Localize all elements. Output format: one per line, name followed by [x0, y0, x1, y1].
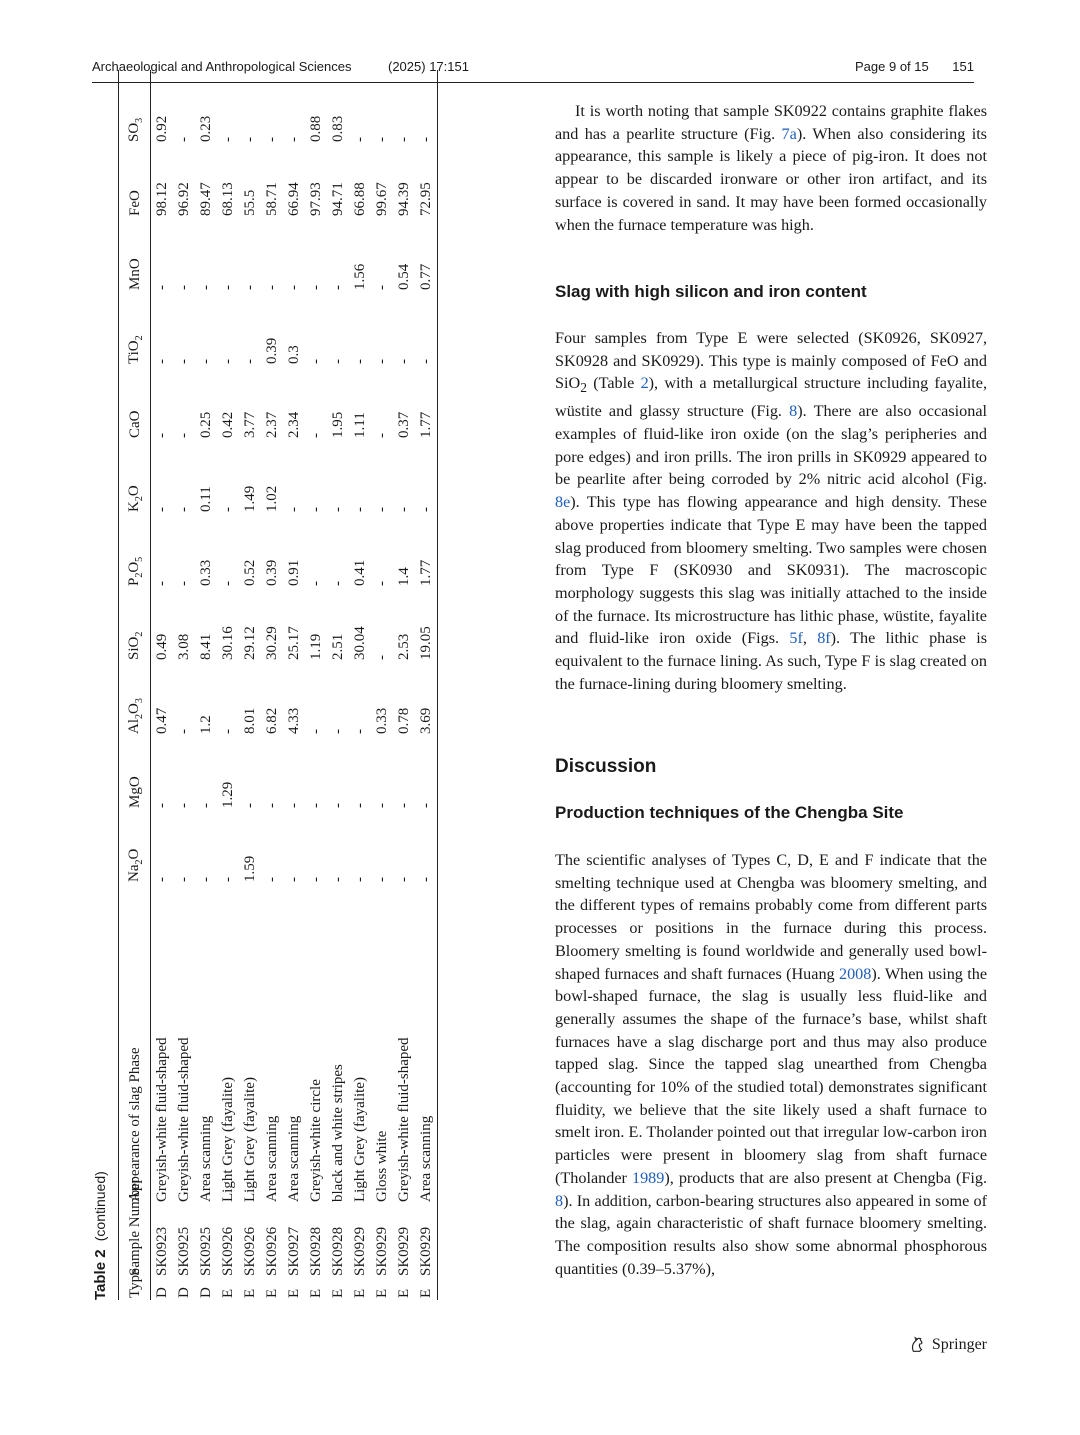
table-cell: 66.94 — [285, 182, 302, 216]
table-row — [173, 70, 195, 1300]
table-cell: - — [395, 359, 412, 364]
fig-link-8e[interactable]: 8e — [555, 493, 571, 512]
table-cell: 0.52 — [241, 559, 258, 586]
table-cell: - — [395, 877, 412, 882]
table-cell: 0.42 — [219, 411, 236, 438]
table-cell: 1.56 — [351, 263, 368, 290]
table-cell: 0.33 — [197, 559, 214, 586]
table-cell: - — [415, 440, 438, 514]
table-row — [195, 70, 217, 1300]
ref-link-huang-2008[interactable]: 2008 — [838, 964, 872, 983]
table-row — [217, 70, 239, 1300]
table-cell: D — [153, 1287, 170, 1298]
table-cell: E — [373, 1288, 390, 1298]
table-cell: 3.08 — [175, 633, 192, 660]
table-cell: 30.29 — [263, 626, 280, 660]
table-cell: Area scanning — [415, 884, 438, 1204]
table-cell: SK0926 — [263, 1226, 280, 1276]
table-link-2[interactable]: 2 — [640, 374, 649, 393]
table-cell: Area scanning — [285, 1115, 302, 1202]
table-row — [151, 70, 174, 1300]
table-cell: - — [263, 285, 280, 290]
table-cell: Light Grey (fayalite) — [351, 1077, 368, 1202]
table-cell: 0.39 — [263, 337, 280, 364]
table-cell: 1.95 — [329, 411, 346, 438]
table-cell: 0.83 — [329, 115, 346, 142]
table-cell: E — [285, 1288, 302, 1298]
issue-citation: (2025) 17:151 — [388, 59, 469, 74]
table-cell: black and white stripes — [329, 1064, 346, 1202]
table-cell: E — [263, 1288, 280, 1298]
table-cell: D — [197, 1287, 214, 1298]
table-cell: - — [307, 285, 324, 290]
table-caption-suffix: (continued) — [92, 1171, 108, 1242]
fig-link-5f[interactable]: 5f — [789, 629, 803, 648]
table-cell: - — [219, 507, 236, 512]
table-cell: Light Grey (fayalite) — [219, 1077, 236, 1202]
rotated-table-2 — [92, 100, 452, 1300]
table-cell: - — [241, 359, 258, 364]
table-cell: 2.34 — [285, 411, 302, 438]
table-cell: - — [307, 877, 324, 882]
heading-slag-high-silicon-iron: Slag with high silicon and iron content — [555, 282, 867, 301]
table-cell: 99.67 — [373, 182, 390, 216]
paragraph-production-techniques: The scientific analyses of Types C, D, E and F indicate that the smelting technique used at Chengba was bloomery smelting, and the different types of remains probably come from different parts processes or positions in the furnace during this process. Bloomery smelting is found worldwide and generally used bowl-shaped furnaces and shaft furnaces (Huang 2008). When using the bowl-shaped furnace, the slag is usually less fluid-like and generally assumes the shape of the furnace’s base, whilst shaft furnaces have a slag discharge port and thus may also produce tapped slag. Since the tapped slag unearthed from Chengba (accounting for 10% of the studied total) demonstrates significant fluidity, we believe that the site likely used a shaft furnace to smelt iron. E. Tholander pointed out that irregular low-carbon iron particles were present in bloomery slag from shaft furnace (Tholander 1989), products that are also present at Chengba (Fig. 8). In addition, carbon-bearing structures also appeared in some of the slag, again characteristic of shaft furnace bloomery smelting. The composition results also show some abnormal phosphorous quantities (0.39–5.37%), — [555, 851, 988, 1278]
table-cell: - — [329, 729, 346, 734]
table-caption — [92, 1171, 114, 1300]
fig-link-8f[interactable]: 8f — [817, 629, 831, 648]
table-cell: - — [175, 877, 192, 882]
table-cell: 8.41 — [197, 633, 214, 660]
table-cell: 1.59 — [241, 855, 258, 882]
col-so3: $SO_3$ — [119, 70, 151, 144]
table-cell: 0.78 — [395, 707, 412, 734]
table-cell: 1.2 — [197, 715, 214, 734]
table-cell: 1.02 — [263, 485, 280, 512]
table-cell: 0.88 — [307, 115, 324, 142]
table-cell: - — [285, 507, 302, 512]
col-cao: CaO — [119, 366, 151, 440]
table-cell: 30.16 — [219, 626, 236, 660]
table-cell: - — [395, 803, 412, 808]
table-cell: - — [329, 359, 346, 364]
table-cell: - — [373, 359, 390, 364]
table-cell: 97.93 — [307, 182, 324, 216]
table-cell: - — [197, 877, 214, 882]
table-row — [327, 70, 349, 1300]
paragraph-type-e-f: Four samples from Type E were selected (SK0926, SK0927, SK0928 and SK0929). This type is mainly composed of FeO and SiO$_2$ (Table 2), with a metallurgical structure including fayalite, wüstite and glassy structure (Fig. 8). There are also occasional examples of fluid-like iron oxide (on the slag’s peripheries and pore edges) and iron prills. The iron prills in SK0929 appeared to be pearlite after being corroded by 2% nitric acid alcohol (Fig. 8e). This type has flowing appearance and high density. These above properties indicate that Type E may have been the tapped slag produced from bloomery smelting. Two samples were chosen from Type F (SK0930 and SK0931). The macroscopic morphology suggests this slag was initially attached to the inside of the furnace. Its microstructure has lithic phase, wüstite, fayalite and fluid-like iron oxide (Figs. 5f, 8f). The lithic phase is equivalent to the furnace lining. As such, Type F is slag created on the furnace-lining during bloomery smelting. — [555, 329, 988, 693]
table-cell: 68.13 — [219, 182, 236, 216]
table-cell: - — [373, 655, 390, 660]
table-cell: 89.47 — [197, 182, 214, 216]
table-cell: 1.19 — [307, 633, 324, 660]
table-cell: - — [307, 803, 324, 808]
table-cell: - — [351, 877, 368, 882]
table-cell: - — [175, 433, 192, 438]
table-cell: Greyish-white fluid-shaped — [395, 1037, 412, 1202]
table-cell: Greyish-white fluid-shaped — [153, 1037, 170, 1202]
table-cell: E — [219, 1288, 236, 1298]
table-cell: - — [263, 137, 280, 142]
table-cell: 1.77 — [415, 366, 438, 440]
table-cell: - — [373, 433, 390, 438]
table-cell: 3.69 — [415, 662, 438, 736]
heading-discussion: Discussion — [555, 756, 657, 777]
table-cell: - — [263, 803, 280, 808]
table-cell: 29.12 — [241, 626, 258, 660]
publisher-name: Springer — [931, 1336, 987, 1353]
table-cell: D — [175, 1287, 192, 1298]
table-cell: E — [415, 1278, 438, 1300]
table-cell: - — [175, 729, 192, 734]
table-cell: 1.11 — [351, 412, 368, 438]
table-cell: Area scanning — [197, 1115, 214, 1202]
table-cell: 0.39 — [263, 559, 280, 586]
table-cell: - — [415, 70, 438, 144]
table-cell: - — [351, 359, 368, 364]
table-cell: 0.25 — [197, 411, 214, 438]
col-al2o3: $Al_2O_3$ — [119, 662, 151, 736]
table-cell: SK0928 — [329, 1226, 346, 1276]
table-row — [283, 70, 305, 1300]
table-cell: 55.5 — [241, 189, 258, 216]
table-cell: - — [153, 581, 170, 586]
table-row — [349, 70, 371, 1300]
table-cell: E — [307, 1288, 324, 1298]
table-cell: - — [415, 810, 438, 884]
table-cell: - — [175, 137, 192, 142]
table-cell: SK0929 — [415, 1204, 438, 1278]
table-cell: - — [197, 803, 214, 808]
table-cell: Greyish-white fluid-shaped — [175, 1037, 192, 1202]
table-cell: 0.41 — [351, 559, 368, 586]
table-cell: 0.77 — [415, 218, 438, 292]
table-cell: - — [307, 729, 324, 734]
table-cell: - — [175, 581, 192, 586]
table-cell: 58.71 — [263, 182, 280, 216]
table-cell: - — [351, 803, 368, 808]
table-cell: - — [329, 285, 346, 290]
table-cell: Greyish-white circle — [307, 1079, 324, 1202]
table-cell: SK0925 — [175, 1226, 192, 1276]
table-cell: - — [285, 803, 302, 808]
table-cell: 96.92 — [175, 182, 192, 216]
table-cell: - — [395, 137, 412, 142]
table-cell: Area scanning — [263, 1115, 280, 1202]
paragraph-graphite-sample: It is worth noting that sample SK0922 contains graphite flakes and has a pearlite structure (Fig. 7a). When also considering its appearance, this sample is likely a piece of pig-iron. It does not appear to be discarded ironware or other iron artifact, and its surface is covered in sand. It may have been formed occasionally when the furnace temperature was high. — [555, 102, 987, 234]
table-cell: 2.51 — [329, 633, 346, 660]
table-cell: 1.77 — [415, 514, 438, 588]
table-cell: - — [307, 581, 324, 586]
col-type: Type — [119, 1278, 151, 1300]
table-cell: - — [373, 877, 390, 882]
table-cell: SK0929 — [395, 1226, 412, 1276]
table-row — [393, 70, 415, 1300]
table-cell: 19.05 — [415, 588, 438, 662]
table-cell: 0.23 — [197, 115, 214, 142]
col-mgo: MgO — [119, 736, 151, 810]
table-cell: - — [395, 507, 412, 512]
table-cell: - — [329, 803, 346, 808]
table-cell: - — [307, 359, 324, 364]
page-number: 151 — [952, 59, 974, 74]
fig-link-7a[interactable]: 7a — [781, 124, 797, 143]
table-cell: 0.49 — [153, 633, 170, 660]
journal-title: Archaeological and Anthropological Sciences — [92, 59, 352, 74]
table-cell: SK0929 — [351, 1226, 368, 1276]
table-cell: 1.49 — [241, 485, 258, 512]
table-cell: - — [175, 359, 192, 364]
ref-link-tholander-1989[interactable]: 1989 — [631, 1168, 665, 1187]
table-row — [371, 70, 393, 1300]
fig-link-8-b[interactable]: 8 — [555, 1191, 564, 1210]
col-k2o: $K_2O$ — [119, 440, 151, 514]
table-cell: - — [263, 877, 280, 882]
publisher-logo — [908, 1336, 987, 1354]
page-of-pages: Page 9 of 15 — [855, 59, 929, 74]
table-cell: SK0923 — [153, 1226, 170, 1276]
table-cell: - — [307, 507, 324, 512]
table-cell: - — [285, 137, 302, 142]
table-cell: - — [307, 433, 324, 438]
table-cell: - — [285, 285, 302, 290]
table-cell: 8.01 — [241, 707, 258, 734]
table-cell: 2.53 — [395, 633, 412, 660]
table-cell: 0.11 — [197, 486, 214, 512]
table-cell: Light Grey (fayalite) — [241, 1077, 258, 1202]
table-cell: 94.71 — [329, 182, 346, 216]
table-cell: - — [329, 507, 346, 512]
col-sample-number: Sample Number — [119, 1204, 151, 1278]
table-cell: - — [219, 285, 236, 290]
table-cell: 3.77 — [241, 411, 258, 438]
table-cell: SK0928 — [307, 1226, 324, 1276]
table-cell: - — [219, 877, 236, 882]
table-cell: - — [153, 359, 170, 364]
table-cell: E — [329, 1288, 346, 1298]
table-cell: 72.95 — [415, 144, 438, 218]
table-cell: - — [241, 285, 258, 290]
table-cell: 98.12 — [153, 182, 170, 216]
table-cell: SK0926 — [219, 1226, 236, 1276]
table-cell: - — [373, 137, 390, 142]
table-cell: - — [329, 581, 346, 586]
heading-production-techniques: Production techniques of the Chengba Site — [555, 803, 904, 822]
table-header-row — [119, 70, 151, 1300]
table-cell: 0.37 — [395, 411, 412, 438]
table-caption-label: Table 2 — [92, 1249, 109, 1300]
composition-table — [118, 70, 438, 1300]
table-row — [261, 70, 283, 1300]
table-cell: - — [373, 285, 390, 290]
col-p2o5: $P_2O_5$ — [119, 514, 151, 588]
table-cell: - — [351, 507, 368, 512]
table-cell: - — [373, 581, 390, 586]
table-cell: SK0927 — [285, 1226, 302, 1276]
table-cell: - — [241, 803, 258, 808]
col-sio2: SiO$_2$ — [119, 588, 151, 662]
table-cell: - — [175, 803, 192, 808]
table-cell: 0.91 — [285, 559, 302, 586]
table-cell: 30.04 — [351, 626, 368, 660]
table-cell: SK0925 — [197, 1226, 214, 1276]
table-cell: Gloss white — [373, 1130, 390, 1202]
col-na2o: $Na_2O$ — [119, 810, 151, 884]
table-cell: - — [285, 877, 302, 882]
col-appearance: Appearance of slag Phase — [119, 884, 151, 1204]
table-row — [305, 70, 327, 1300]
table-cell: E — [241, 1288, 258, 1298]
table-cell: 0.3 — [285, 345, 302, 364]
fig-link-8[interactable]: 8 — [789, 402, 798, 421]
table-cell: - — [373, 507, 390, 512]
table-cell: - — [175, 507, 192, 512]
table-cell: E — [351, 1288, 368, 1298]
springer-horse-icon — [908, 1336, 926, 1354]
table-cell: - — [153, 507, 170, 512]
table-cell: - — [219, 359, 236, 364]
table-cell: SK0929 — [373, 1226, 390, 1276]
table-cell: 0.47 — [153, 707, 170, 734]
table-row — [239, 70, 261, 1300]
table-cell: 0.33 — [373, 707, 390, 734]
table-cell: - — [351, 137, 368, 142]
table-cell: - — [153, 803, 170, 808]
table-cell: 0.54 — [395, 263, 412, 290]
table-cell: 0.92 — [153, 115, 170, 142]
table-cell: E — [395, 1288, 412, 1298]
table-cell: - — [373, 803, 390, 808]
table-cell: - — [197, 359, 214, 364]
table-cell: - — [219, 137, 236, 142]
table-cell: 4.33 — [285, 707, 302, 734]
table-cell: 2.37 — [263, 411, 280, 438]
col-tio2: TiO$_2$ — [119, 292, 151, 366]
table-cell: - — [415, 736, 438, 810]
table-cell: 66.88 — [351, 182, 368, 216]
table-cell: 1.29 — [219, 781, 236, 808]
table-cell: 1.4 — [395, 567, 412, 586]
table-cell: 94.39 — [395, 182, 412, 216]
table-cell: - — [351, 729, 368, 734]
table-cell: - — [219, 729, 236, 734]
table-cell: - — [197, 285, 214, 290]
table-cell: SK0926 — [241, 1226, 258, 1276]
table-cell: - — [219, 581, 236, 586]
table-cell: - — [241, 137, 258, 142]
table-cell: - — [329, 877, 346, 882]
table-cell: - — [153, 433, 170, 438]
table-cell: - — [153, 877, 170, 882]
table-row — [415, 70, 438, 1300]
table-cell: - — [415, 292, 438, 366]
table-cell: - — [153, 285, 170, 290]
col-mno: MnO — [119, 218, 151, 292]
table-cell: 6.82 — [263, 707, 280, 734]
col-feo: FeO — [119, 144, 151, 218]
table-cell: 25.17 — [285, 626, 302, 660]
table-cell: - — [175, 285, 192, 290]
